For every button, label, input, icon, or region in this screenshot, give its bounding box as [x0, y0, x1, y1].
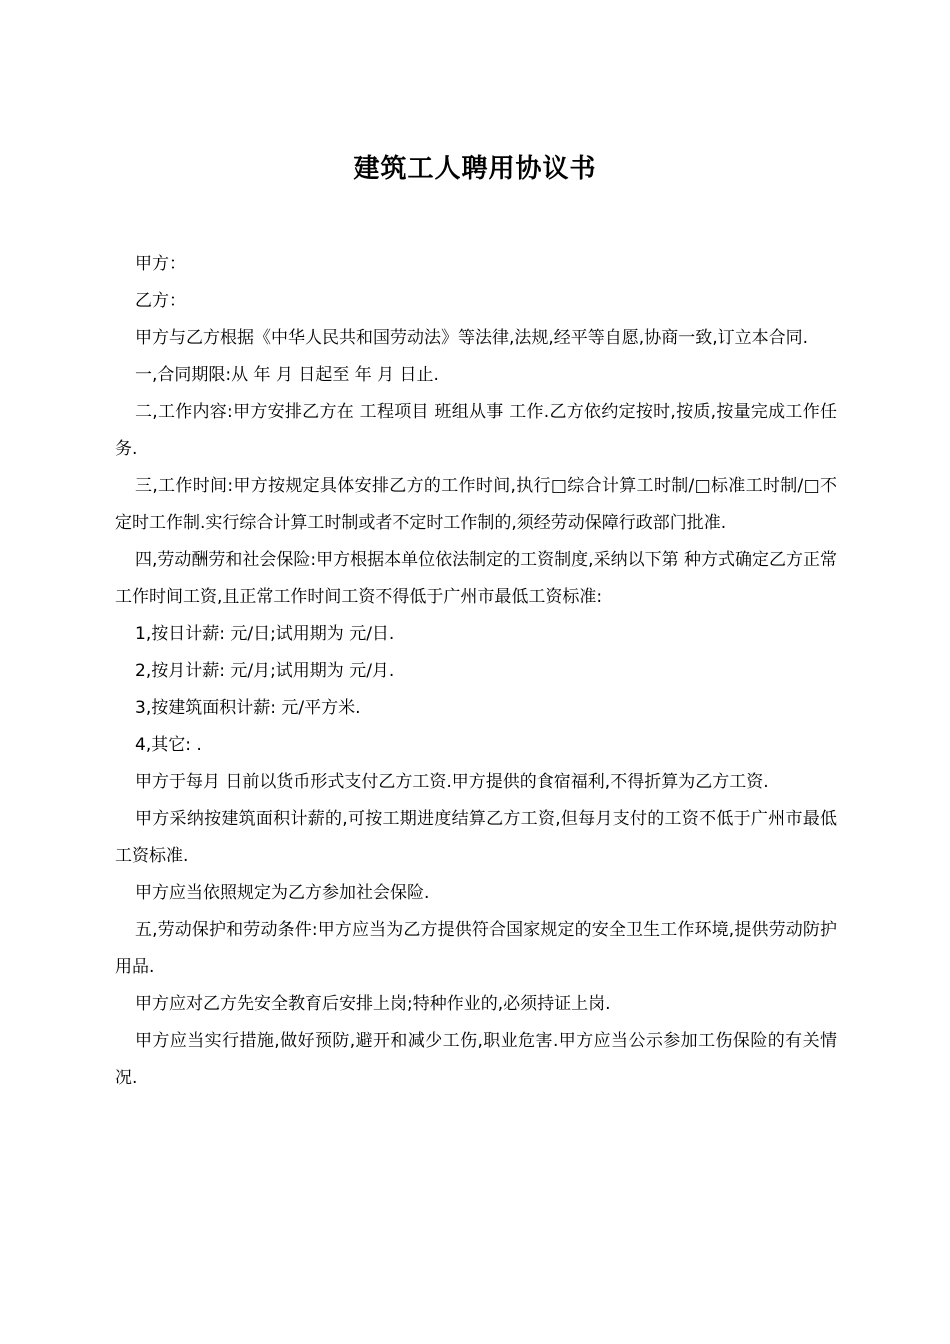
safety-education-paragraph: 甲方应对乙方先安全教育后安排上岗;特种作业的,必须持证上岗.	[135, 994, 611, 1014]
document-body	[115, 246, 837, 1097]
clause-working-hours: 三,工作时间:甲方按规定具体安排乙方的工作时间,执行□综合计算工时制/□标准工时制/□不定时工作制.实行综合计算工时制或者不定时工作制的,须经劳动保障行政部门批准.	[115, 476, 837, 533]
social-insurance-paragraph: 甲方应当依照规定为乙方参加社会保险.	[135, 883, 430, 903]
pay-option-area: 3,按建筑面积计薪: 元/平方米.	[135, 698, 361, 718]
document-title: 建筑工人聘用协议书	[353, 154, 597, 185]
party-b-line: 乙方：	[135, 291, 186, 311]
pay-option-other: 4,其它: .	[135, 735, 202, 755]
clause-work-content: 二,工作内容:甲方安排乙方在 工程项目 班组从事 工作.乙方依约定按时,按质,按量完成工作任务.	[115, 402, 837, 459]
party-a-line: 甲方：	[135, 254, 186, 274]
injury-prevention-paragraph: 甲方应当实行措施,做好预防,避开和减少工伤,职业危害.甲方应当公示参加工伤保险的有关情况.	[115, 1031, 837, 1088]
pay-option-daily: 1,按日计薪: 元/日;试用期为 元/日.	[135, 624, 395, 644]
clause-remuneration: 四,劳动酬劳和社会保险:甲方根据本单位依法制定的工资制度,采纳以下第 种方式确定乙方正常工作时间工资,且正常工作时间工资不得低于广州市最低工资标准:	[115, 550, 837, 607]
area-pay-paragraph: 甲方采纳按建筑面积计薪的,可按工期进度结算乙方工资,但每月支付的工资不低于广州市最低工资标准.	[115, 809, 837, 866]
payment-date-paragraph: 甲方于每月 日前以货币形式支付乙方工资.甲方提供的食宿福利,不得折算为乙方工资.	[135, 772, 769, 792]
pay-option-monthly: 2,按月计薪: 元/月;试用期为 元/月.	[135, 661, 395, 681]
clause-labor-protection: 五,劳动保护和劳动条件:甲方应当为乙方提供符合国家规定的安全卫生工作环境,提供劳动防护用品.	[115, 920, 837, 977]
clause-contract-term: 一,合同期限:从 年 月 日起至 年 月 日止.	[135, 365, 439, 385]
preamble-paragraph: 甲方与乙方根据《中华人民共和国劳动法》等法律,法规,经平等自愿,协商一致,订立本合同.	[135, 328, 809, 348]
